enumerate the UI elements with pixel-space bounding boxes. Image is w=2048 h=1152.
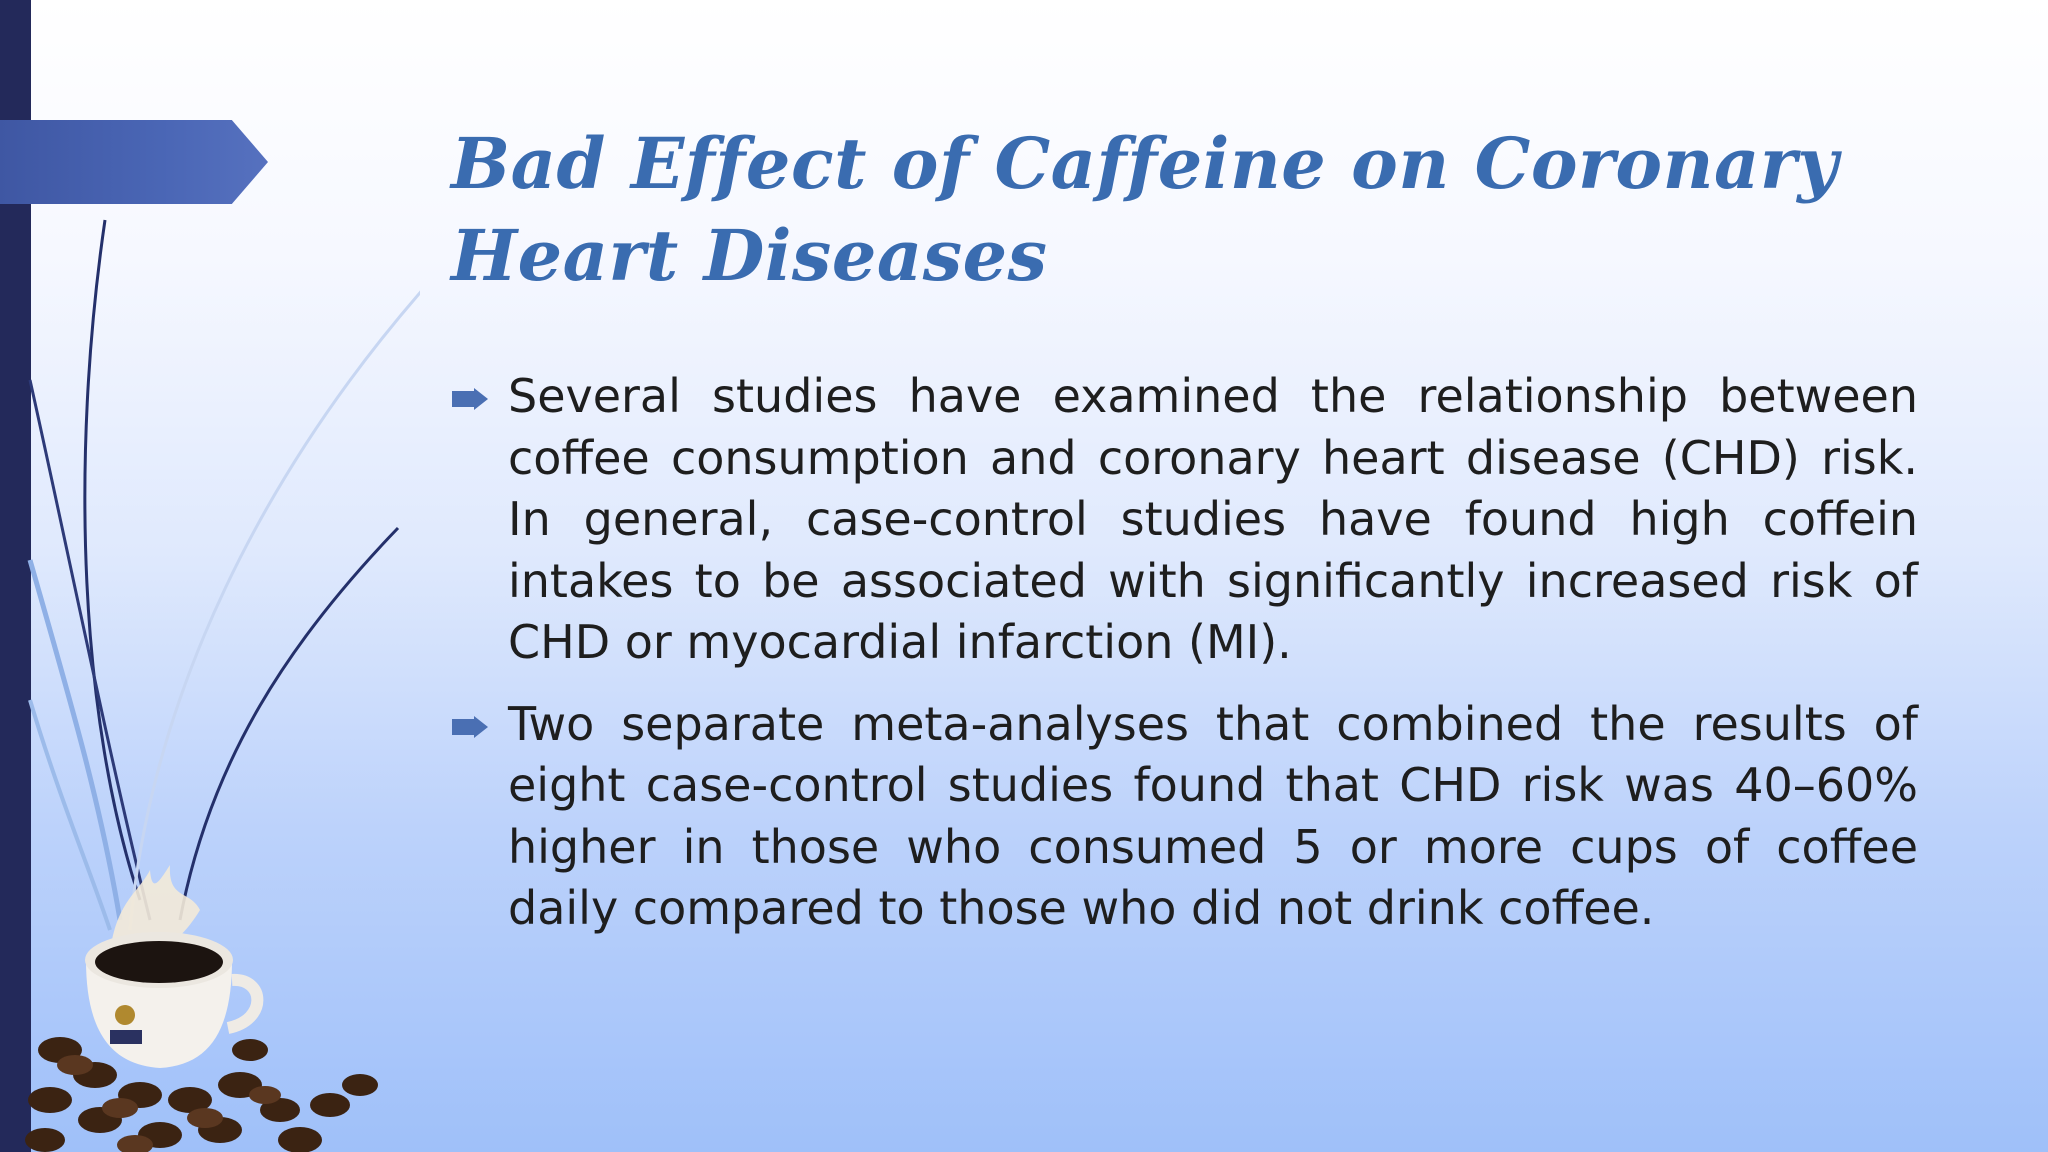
- bullet-text: Two separate meta-analyses that combined the results of eight case-control studies found that CHD risk was 40–60% higher in those who consumed 5 or more cups of coffee daily compared to those who did not drink coffee.: [508, 696, 1918, 935]
- arrow-bullet-icon: [452, 388, 488, 410]
- bullet-list: [452, 366, 1918, 960]
- bullet-item: [452, 694, 1918, 940]
- title-arrow-banner: [0, 120, 268, 204]
- slide-title: Bad Effect of Caffeine on Coronary Heart Diseases: [451, 122, 1839, 297]
- bullet-text: Several studies have examined the relationship between coffee consumption and coronary heart disease (CHD) risk. In general, case-control studies have found high coffein intakes to be associated with significantly increased risk of CHD or myocardial infarction (MI).: [508, 369, 1918, 669]
- arrow-bullet-icon: [452, 716, 488, 738]
- coffee-cup-illustration: [0, 860, 420, 1152]
- bullet-item: [452, 366, 1918, 674]
